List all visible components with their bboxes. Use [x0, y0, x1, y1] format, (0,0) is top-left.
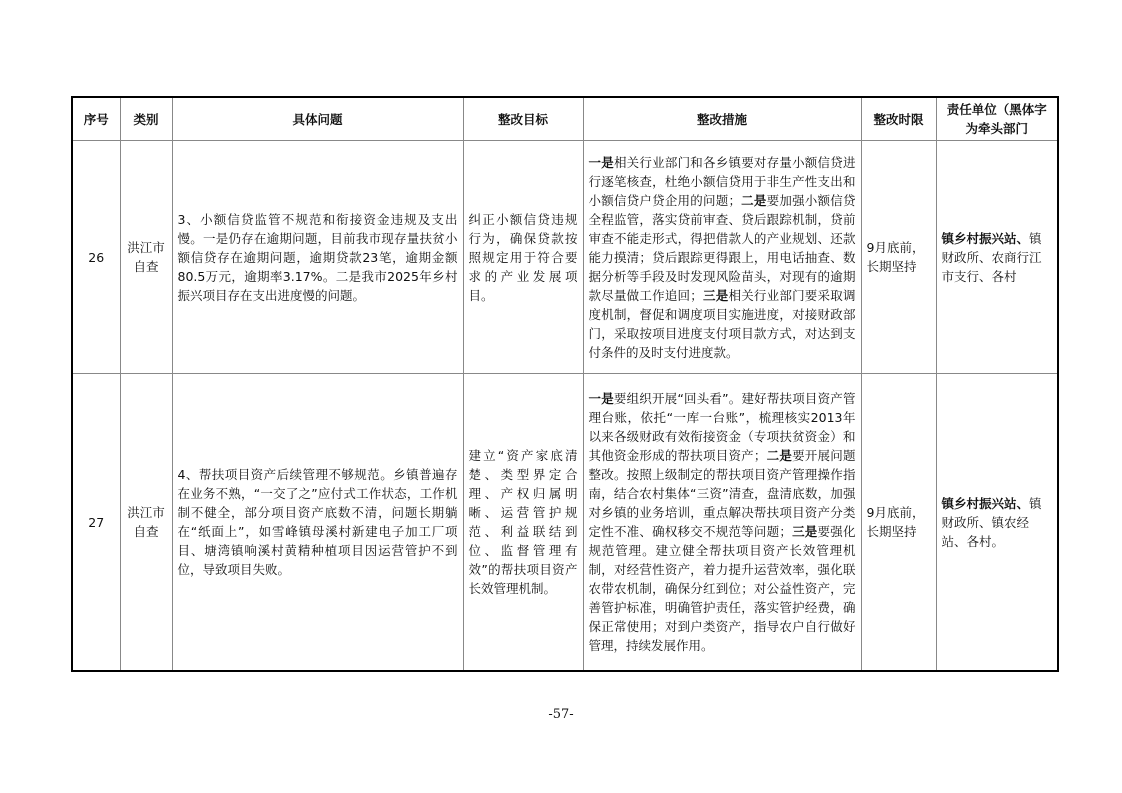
header-row: [72, 97, 1058, 141]
header-problem: 具体问题: [172, 97, 463, 141]
row-responsible-unit: [936, 374, 1058, 672]
header-category: 类别: [120, 97, 172, 141]
measure-text: 相关行业部门和各乡镇要对存量小额信贷进行逐笔核查，杜绝小额信贷用于非生产性支出和小额信贷户贷企用的问题；: [588, 154, 856, 208]
row-problem: 4、帮扶项目资产后续管理不够规范。乡镇普遍存在业务不熟，“一交了之”应付式工作状态，工作机制不健全，部分项目资产底数不清，问题长期躺在“纸面上”，如雪峰镇母溪村新建电子加工厂项目、塘湾镇响溪村黄精种植项目因运营管护不到位，导致项目失败。: [172, 374, 463, 672]
row-goal: 纠正小额信贷违规行为，确保贷款按照规定用于符合要求的产业发展项目。: [463, 141, 583, 374]
measure-marker: 一是: [588, 154, 614, 170]
row-goal: 建立“资产家底清楚、类型界定合理、产权归属明晰、运营管护规范、利益联结到位、监督管理有效”的帮扶项目资产长效管理机制。: [463, 374, 583, 672]
measure-text: 要组织开展“回头看”。建好帮扶项目资产管理台账，依托“一库一台账”，梳理核实2013年以来各级财政有效衔接资金（专项扶贫资金）和其他资金形成的帮扶项目资产；: [588, 391, 856, 463]
header-deadline: 整改时限: [861, 97, 936, 141]
row-measures: [583, 374, 861, 672]
other-units: 镇财政所、镇农经站、各村。: [941, 495, 1042, 549]
measure-marker: 一是: [588, 391, 614, 406]
row-number: 27: [72, 374, 120, 672]
row-category: 洪江市自查: [120, 141, 172, 374]
header-no: 序号: [72, 97, 120, 141]
row-number: 26: [72, 141, 120, 374]
measure-text: 要强化规范管理。建立健全帮扶项目资产长效管理机制，对经营性资产，着力提升运营效率，强化联农带农机制，确保分红到位；对公益性资产，完善管护标准，明确管护责任，落实管护经费，确保正常使用；对到户类资产，指导农户自行做好管理，持续发展作用。: [588, 524, 856, 653]
lead-unit: 镇乡村振兴站、: [941, 495, 1030, 511]
row-problem: 3、小额信贷监管不规范和衔接资金违规及支出慢。一是仍存在逾期问题，目前我市现存量扶贫小额信贷存在逾期问题，逾期贷款23笔，逾期金额80.5万元，逾期率3.17%。二是我市2025年乡村振兴项目存在支出进度慢的问题。: [172, 141, 463, 374]
measure-text: 要开展问题整改。按照上级制定的帮扶项目资产管理操作指南，结合农村集体“三资”清查，盘清底数，加强对乡镇的业务培训，重点解决帮扶项目资产分类定性不准、确权移交不规范等问题；: [588, 448, 856, 539]
row-measures: [583, 141, 861, 374]
header-measures: 整改措施: [583, 97, 861, 141]
table-row: [72, 141, 1058, 374]
lead-unit: 镇乡村振兴站、: [941, 230, 1030, 246]
measure-marker: 二是: [740, 192, 767, 208]
measure-text: 要加强小额信贷全程监管，落实贷前审查、贷后跟踪机制，贷前审查不能走形式，得把借款人的产业规划、还款能力摸清；贷后跟踪更得跟上，用电话抽查、数据分析等手段及时发现风险苗头，对现有的逾期款尽量做工作追回；: [588, 192, 856, 303]
other-units: 镇财政所、农商行江市支行、各村: [941, 230, 1042, 284]
header-goal: 整改目标: [463, 97, 583, 141]
row-deadline: 9月底前，长期坚持: [861, 374, 936, 672]
measure-marker: 三是: [702, 287, 729, 303]
measure-text: 相关行业部门要采取调度机制，督促和调度项目实施进度，对接财政部门，采取按项目进度支付项目款方式，对达到支付条件的及时支付进度款。: [588, 287, 856, 360]
measure-marker: 二是: [766, 448, 793, 463]
row-responsible-unit: [936, 141, 1058, 374]
row-deadline: 9月底前，长期坚持: [861, 141, 936, 374]
measure-marker: 三是: [791, 524, 818, 539]
table-row: [72, 374, 1058, 672]
page-number: -57-: [548, 707, 574, 722]
rectification-table: [71, 96, 1059, 672]
header-responsible-unit: 责任单位（黑体字为牵头部门: [936, 97, 1058, 141]
row-category: 洪江市自查: [120, 374, 172, 672]
